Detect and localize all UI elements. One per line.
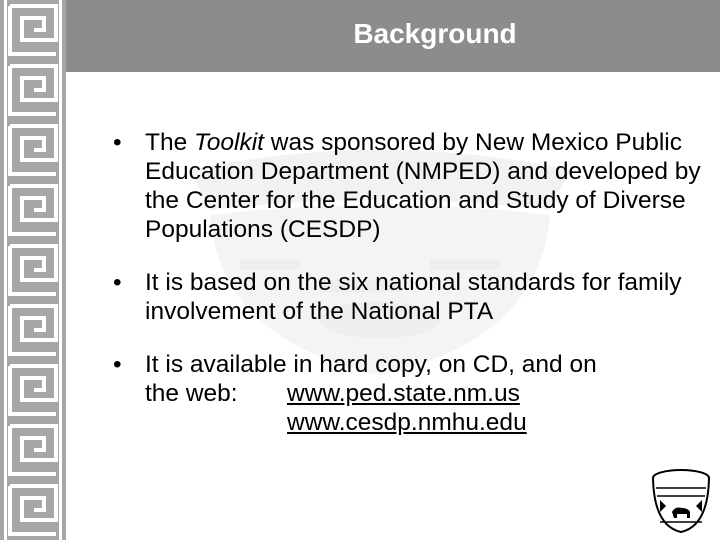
bullet-item: [113, 128, 703, 244]
web-label: the web:: [145, 380, 238, 407]
bullet-item: [113, 350, 703, 437]
link-cesdp[interactable]: www.cesdp.nmhu.edu: [287, 409, 527, 436]
title-bar: [66, 0, 720, 72]
bullet-text: It is based on the six national standards for family involvement of the National PTA: [145, 269, 682, 325]
web-links: [287, 379, 527, 437]
bullet-text-pre: The: [145, 129, 195, 156]
bullet-text-post: was sponsored by New Mexico Public Education Department (NMPED) and developed by the Center for the Education and Study of Diverse Populations (CESDP): [145, 129, 701, 243]
bullet-text: It is available in hard copy, on CD, and on: [145, 351, 597, 378]
bullet-dot: •: [113, 129, 122, 156]
web-links-row: [145, 379, 703, 437]
bullet-item: [113, 268, 703, 326]
bullet-dot: •: [113, 351, 122, 378]
bullet-dot: •: [113, 269, 122, 296]
pottery-bowl-logo: [648, 466, 714, 536]
greek-key-border: [0, 0, 66, 540]
link-ped[interactable]: www.ped.state.nm.us: [287, 380, 520, 407]
slide-content: [113, 128, 703, 461]
slide-title: Background: [353, 18, 517, 49]
bullet-text-italic: Toolkit: [194, 129, 264, 156]
